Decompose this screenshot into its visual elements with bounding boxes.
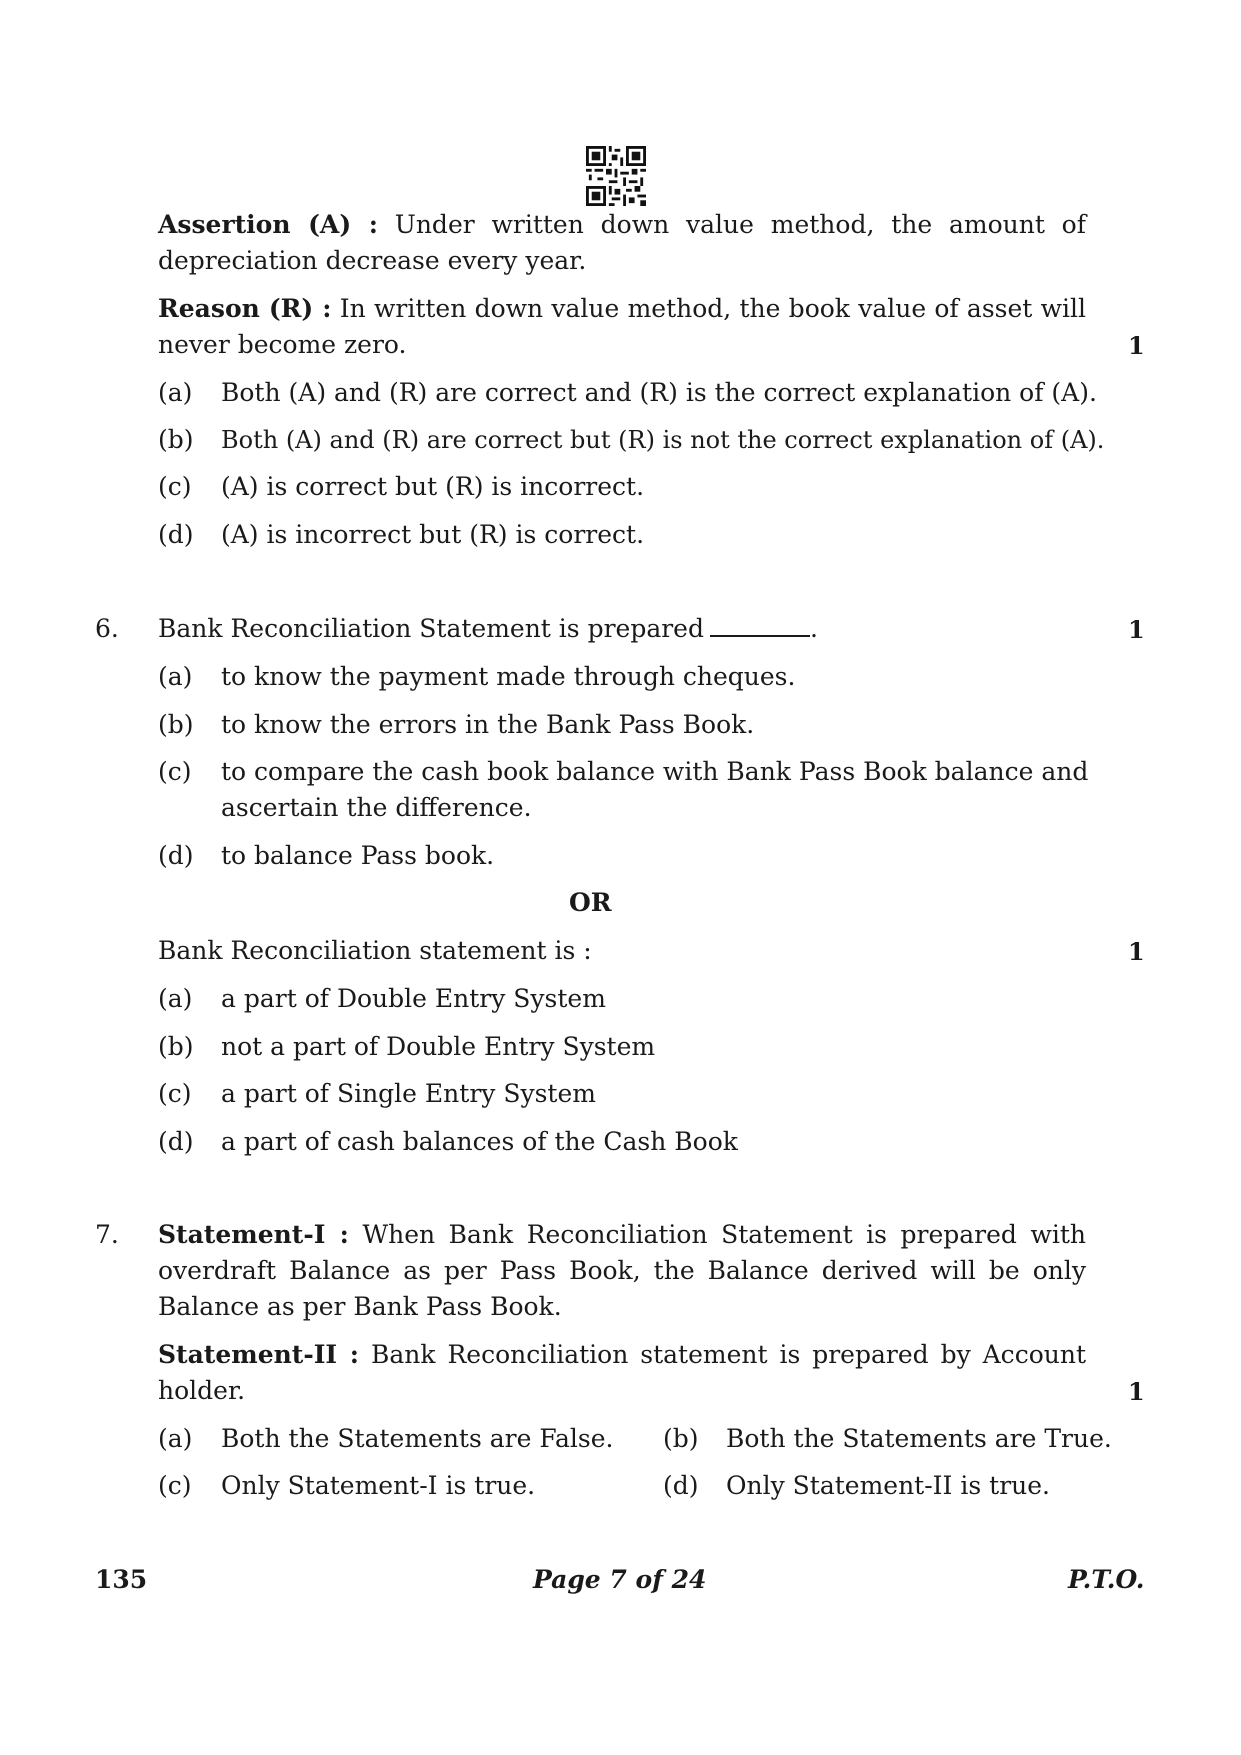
statement-1-text: When Bank Reconciliation Statement is prepared with [362,1220,1086,1249]
q6-alt-option-c-label: (c) [158,1079,192,1108]
q7-statement-1-line-3: Balance as per Bank Pass Book. [158,1292,562,1321]
q5-option-c-text: (A) is correct but (R) is incorrect. [221,472,645,501]
q6-number: 6. [95,614,119,643]
q6-alt-option-c-text: a part of Single Entry System [221,1079,596,1108]
q7-statement-2-line-1 [158,1339,1086,1371]
q6-option-b-text: to know the errors in the Bank Pass Book. [221,710,755,739]
q5-option-d-text: (A) is incorrect but (R) is correct. [221,520,645,549]
q5-option-b-label: (b) [158,425,194,454]
q5-option-b-text: Both (A) and (R) are correct but (R) is not the correct explanation of (A). [221,426,1105,454]
reason-text: In written down value method, the book value of asset will [339,294,1086,323]
q6-option-c-label: (c) [158,757,192,786]
assertion-line-2: depreciation decrease every year. [158,246,587,275]
q6-option-c-text-1: to compare the cash book balance with Bank Pass Book balance and [221,757,1089,786]
q5-option-c-label: (c) [158,472,192,501]
statement-2-label: Statement-II : [158,1340,360,1369]
q7-statement-1-line-2: overdraft Balance as per Pass Book, the Balance derived will be only [158,1256,1086,1285]
q6-alt-option-d-text: a part of cash balances of the Cash Book [221,1127,738,1156]
q5-option-d-label: (d) [158,520,194,549]
assertion-line-1 [158,209,1086,241]
q6-option-d-text: to balance Pass book. [221,841,495,870]
q7-option-a-label: (a) [158,1424,193,1453]
q6-alt-option-b-label: (b) [158,1032,194,1061]
q6-alt-marks: 1 [1128,937,1145,966]
paper-code: 135 [95,1565,148,1594]
q5-marks: 1 [1128,331,1145,360]
q7-marks: 1 [1128,1377,1145,1406]
q6-text-end: . [809,614,818,643]
assertion-label: Assertion (A) : [158,210,378,239]
q5-option-a-label: (a) [158,378,193,407]
q6-option-c-text-2: ascertain the difference. [221,793,532,822]
q7-option-d-label: (d) [663,1471,699,1500]
qr-code [586,146,646,206]
q6-marks: 1 [1128,615,1145,644]
q5-option-a-text: Both (A) and (R) are correct and (R) is the correct explanation of (A). [221,378,1097,407]
or-separator: OR [569,888,612,917]
pto-label: P.T.O. [1068,1565,1145,1594]
q6-option-a-label: (a) [158,662,193,691]
q7-option-c-text: Only Statement-I is true. [221,1471,536,1500]
q7-option-d-text: Only Statement-II is true. [726,1471,1050,1500]
statement-1-label: Statement-I : [158,1220,349,1249]
q6-alt-option-d-label: (d) [158,1127,194,1156]
q7-statement-2-line-2: holder. [158,1376,246,1405]
q6-blank [710,634,810,637]
q6-alt-option-a-text: a part of Double Entry System [221,984,606,1013]
q7-option-c-label: (c) [158,1471,192,1500]
q6-option-d-label: (d) [158,841,194,870]
q6-alt-option-a-label: (a) [158,984,193,1013]
q7-option-b-label: (b) [663,1424,699,1453]
statement-2-text: Bank Reconciliation statement is prepared by Account [370,1340,1086,1369]
reason-line-2: never become zero. [158,330,407,359]
q6-text-line [158,613,818,645]
reason-label: Reason (R) : [158,294,332,323]
q6-text: Bank Reconciliation Statement is prepared [158,614,704,643]
reason-line-1 [158,293,1086,325]
q6-alt-option-b-text: not a part of Double Entry System [221,1032,656,1061]
q7-option-b-text: Both the Statements are True. [726,1424,1112,1453]
q7-statement-1-line-1 [158,1219,1086,1251]
q7-option-a-text: Both the Statements are False. [221,1424,614,1453]
q6-alt-text: Bank Reconciliation statement is : [158,936,592,965]
q6-option-b-label: (b) [158,710,194,739]
assertion-text: Under written down value method, the amount of [394,210,1086,239]
q7-number: 7. [95,1220,119,1249]
q6-option-a-text: to know the payment made through cheques. [221,662,796,691]
page-number: Page 7 of 24 [533,1565,707,1594]
